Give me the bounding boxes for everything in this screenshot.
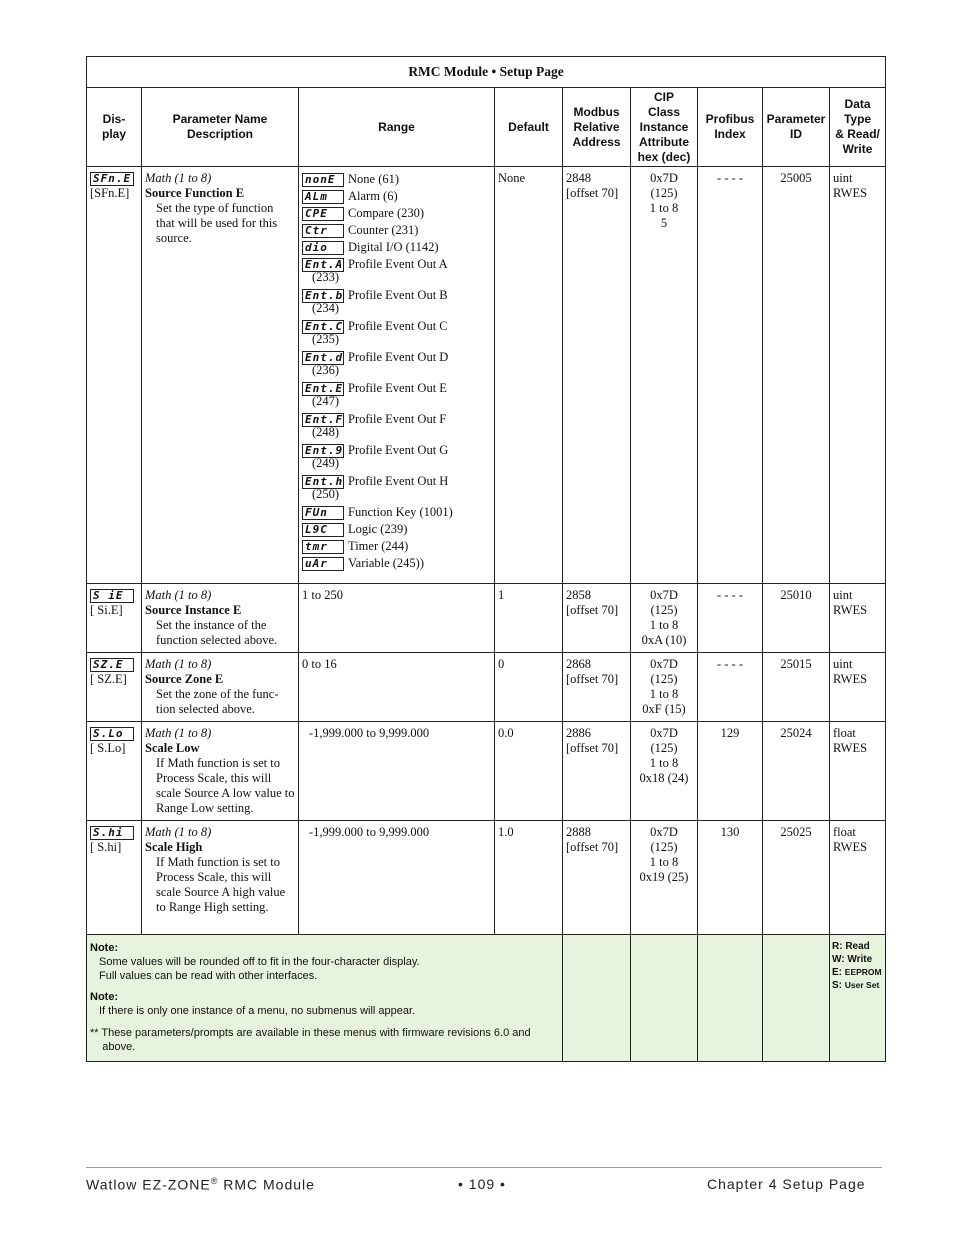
- profibus-cell: - - - -: [698, 584, 763, 653]
- param-desc: Set the instance of the function selected above.: [156, 618, 278, 647]
- param-cell: [142, 722, 299, 821]
- legend-userset-val: User Set: [844, 980, 880, 990]
- param-desc: Set the type of function that will be used for this source.: [156, 201, 278, 245]
- range-option-label: Profile Event Out F: [348, 412, 447, 426]
- range-option-lcd: Ent.E: [302, 382, 344, 396]
- range-option-lcd: Ent.F: [302, 413, 344, 427]
- table-title: RMC Module • Setup Page: [87, 57, 886, 88]
- header-paramid-text: Parameter ID: [766, 112, 826, 141]
- datatype-cell: uint RWES: [830, 584, 886, 653]
- menu-name: Math (1 to 8): [145, 825, 212, 839]
- note2-body: If there is only one instance of a menu, no submenus will appear.: [99, 1005, 416, 1017]
- notes-empty-cell: [631, 935, 698, 1062]
- range-option-label: Counter (231): [348, 223, 419, 237]
- profibus-cell: - - - -: [698, 167, 763, 584]
- cip-cell: 0x7D (125) 1 to 8 5: [631, 167, 698, 584]
- note3-body: ** These parameters/prompts are available in these menus with firmware revisions 6.0 and above.: [90, 1027, 531, 1053]
- default-cell: 0.0: [495, 722, 563, 821]
- range-option-code: (247): [312, 394, 340, 408]
- range-option-code: (236): [312, 363, 340, 377]
- range-option: [302, 205, 491, 222]
- range-option: [302, 538, 491, 555]
- param-name: Source Instance E: [145, 603, 242, 617]
- profibus-cell: 130: [698, 821, 763, 935]
- profibus-cell: - - - -: [698, 653, 763, 722]
- lcd-display: S.hi: [90, 826, 134, 840]
- header-range-text: Range: [378, 119, 415, 134]
- footer-divider: [86, 1167, 882, 1168]
- table-row: [87, 653, 886, 722]
- rw-legend: [830, 935, 886, 1062]
- paramid-cell: 25015: [763, 653, 830, 722]
- param-cell: [142, 653, 299, 722]
- param-name: Scale Low: [145, 741, 200, 755]
- range-option-lcd: Ent.b: [302, 289, 344, 303]
- paramid-cell: 25005: [763, 167, 830, 584]
- range-option-lcd: Ent.A: [302, 258, 344, 272]
- header-default-text: Default: [508, 119, 549, 134]
- range-text: -1,999.000 to 9,999.000: [309, 825, 430, 839]
- header-modbus-text: Modbus Relative Address: [572, 104, 621, 149]
- default-cell: 1.0: [495, 821, 563, 935]
- note2-heading: Note:: [90, 991, 119, 1003]
- range-option-code: (248): [312, 425, 340, 439]
- range-option: [302, 171, 491, 188]
- param-desc: Set the zone of the func-tion selected above.: [156, 687, 279, 716]
- cip-cell: 0x7D (125) 1 to 8 0xA (10): [631, 584, 698, 653]
- table-row: [87, 584, 886, 653]
- default-cell: 0: [495, 653, 563, 722]
- range-cell: 1 to 250: [299, 584, 495, 653]
- lcd-display: SZ.E: [90, 658, 134, 672]
- range-option-lcd: L9C: [302, 523, 344, 537]
- range-cell: [299, 722, 495, 821]
- display-code: [ SZ.E]: [90, 672, 127, 687]
- header-datatype: [830, 88, 886, 167]
- footer-left: [86, 1176, 315, 1193]
- param-desc: If Math function is set to Process Scale, this will scale Source A low value to Range Low setting.: [156, 756, 295, 815]
- range-text: -1,999.000 to 9,999.000: [309, 726, 430, 740]
- lcd-display: SFn.E: [90, 172, 134, 186]
- header-row: [87, 88, 886, 167]
- range-option-label: Profile Event Out D: [348, 350, 449, 364]
- display-code: [ S.hi]: [90, 840, 122, 855]
- range-option-label: Profile Event Out H: [348, 474, 449, 488]
- range-option-lcd: Ent.9: [302, 444, 344, 458]
- header-display-text: Dis- play: [101, 112, 126, 141]
- header-default: [495, 88, 563, 167]
- cip-cell: 0x7D (125) 1 to 8 0x19 (25): [631, 821, 698, 935]
- range-option-lcd: Ent.C: [302, 320, 344, 334]
- header-param: [142, 88, 299, 167]
- display-cell: [87, 584, 142, 653]
- header-cip-text: CIP Class Instance Attribute hex (dec): [637, 89, 691, 164]
- footer-product: Watlow EZ-ZONE: [86, 1176, 211, 1193]
- note1-body: Some values will be rounded off to fit in the four-character display. Full values can be read with other interfaces.: [99, 956, 420, 982]
- range-cell: [299, 167, 495, 584]
- header-profibus-text: Profibus Index: [705, 112, 755, 141]
- range-option-code: (234): [312, 301, 340, 315]
- profibus-cell: 129: [698, 722, 763, 821]
- param-cell: [142, 584, 299, 653]
- setup-page-table: [86, 56, 886, 1062]
- header-cip: [631, 88, 698, 167]
- param-name: Scale High: [145, 840, 203, 854]
- range-option-code: (233): [312, 270, 340, 284]
- note1-heading: Note:: [90, 942, 119, 954]
- header-modbus: [563, 88, 631, 167]
- table-row: [87, 821, 886, 935]
- range-option-lcd: tmr: [302, 540, 344, 554]
- header-paramid: [763, 88, 830, 167]
- range-option-lcd: CPE: [302, 207, 344, 221]
- range-option: [302, 504, 491, 521]
- range-option-code: (249): [312, 456, 340, 470]
- range-option-label: Alarm (6): [348, 189, 398, 203]
- legend-userset-key: S:: [832, 980, 842, 991]
- range-option-lcd: nonE: [302, 173, 344, 187]
- legend-eeprom: [832, 966, 883, 979]
- range-option-label: Profile Event Out A: [348, 257, 448, 271]
- param-desc: If Math function is set to Process Scale, this will scale Source A high value to Range High setting.: [156, 855, 286, 914]
- range-option-label: None (61): [348, 172, 400, 186]
- display-code: [ S.Lo]: [90, 741, 126, 756]
- modbus-cell: 2848 [offset 70]: [563, 167, 631, 584]
- range-option-lcd: Ent.h: [302, 475, 344, 489]
- range-option-lcd: Ctr: [302, 224, 344, 238]
- lcd-display: S.Lo: [90, 727, 134, 741]
- range-option-lcd: dio: [302, 241, 344, 255]
- param-name: Source Zone E: [145, 672, 224, 686]
- notes-row: [87, 935, 886, 1062]
- range-option-label: Logic (239): [348, 522, 408, 536]
- modbus-cell: 2858 [offset 70]: [563, 584, 631, 653]
- range-option-lcd: ALm: [302, 190, 344, 204]
- header-range: [299, 88, 495, 167]
- datatype-cell: uint RWES: [830, 167, 886, 584]
- notes-cell: [87, 935, 563, 1062]
- header-profibus: [698, 88, 763, 167]
- header-display: [87, 88, 142, 167]
- legend-eeprom-val: EEPROM: [844, 967, 882, 977]
- range-option-label: Function Key (1001): [348, 505, 453, 519]
- range-option: [302, 188, 491, 205]
- range-option-label: Digital I/O (1142): [348, 240, 439, 254]
- footer-page-number: • 109 •: [458, 1176, 506, 1192]
- paramid-cell: 25025: [763, 821, 830, 935]
- menu-name: Math (1 to 8): [145, 588, 212, 602]
- range-option-code: (235): [312, 332, 340, 346]
- table-row: [87, 722, 886, 821]
- notes-empty-cell: [563, 935, 631, 1062]
- range-option-lcd: FUn: [302, 506, 344, 520]
- header-datatype-text: Data Type & Read/ Write: [835, 97, 880, 156]
- range-option-lcd: uAr: [302, 557, 344, 571]
- header-param-text: Parameter Name Description: [172, 112, 268, 141]
- notes-empty-cell: [763, 935, 830, 1062]
- range-option-label: Profile Event Out C: [348, 319, 448, 333]
- display-cell: [87, 653, 142, 722]
- modbus-cell: 2868 [offset 70]: [563, 653, 631, 722]
- range-option-label: Profile Event Out G: [348, 443, 449, 457]
- cip-cell: 0x7D (125) 1 to 8 0xF (15): [631, 653, 698, 722]
- menu-name: Math (1 to 8): [145, 171, 212, 185]
- footer-product-suffix: RMC Module: [218, 1176, 315, 1193]
- menu-name: Math (1 to 8): [145, 657, 212, 671]
- range-option-label: Timer (244): [348, 539, 409, 553]
- modbus-cell: 2888 [offset 70]: [563, 821, 631, 935]
- legend-write: W: Write: [832, 954, 873, 965]
- range-cell: [299, 821, 495, 935]
- cip-cell: 0x7D (125) 1 to 8 0x18 (24): [631, 722, 698, 821]
- default-cell: 1: [495, 584, 563, 653]
- display-cell: [87, 722, 142, 821]
- range-option-code: (250): [312, 487, 340, 501]
- range-cell: 0 to 16: [299, 653, 495, 722]
- table-row: [87, 167, 886, 584]
- paramid-cell: 25010: [763, 584, 830, 653]
- footer-chapter: Chapter 4 Setup Page: [707, 1176, 866, 1192]
- range-option: [302, 239, 491, 256]
- range-option: [302, 222, 491, 239]
- param-cell: [142, 167, 299, 584]
- range-option-label: Variable (245)): [348, 556, 425, 570]
- range-option-label: Compare (230): [348, 206, 425, 220]
- range-option: [302, 521, 491, 538]
- range-option-lcd: Ent.d: [302, 351, 344, 365]
- menu-name: Math (1 to 8): [145, 726, 212, 740]
- footer-registered: ®: [210, 1176, 219, 1186]
- legend-eeprom-key: E:: [832, 967, 842, 978]
- param-name: Source Function E: [145, 186, 245, 200]
- display-code: [ Si.E]: [90, 603, 123, 618]
- range-option-label: Profile Event Out B: [348, 288, 448, 302]
- legend-read: R: Read: [832, 941, 870, 952]
- legend-userset: [832, 979, 883, 992]
- modbus-cell: 2886 [offset 70]: [563, 722, 631, 821]
- default-cell: None: [495, 167, 563, 584]
- datatype-cell: float RWES: [830, 821, 886, 935]
- range-option-label: Profile Event Out E: [348, 381, 447, 395]
- display-code: [SFn.E]: [90, 186, 130, 201]
- notes-empty-cell: [698, 935, 763, 1062]
- param-cell: [142, 821, 299, 935]
- display-cell: [87, 821, 142, 935]
- lcd-display: S iE: [90, 589, 134, 603]
- paramid-cell: 25024: [763, 722, 830, 821]
- display-cell: [87, 167, 142, 584]
- datatype-cell: float RWES: [830, 722, 886, 821]
- range-option: [302, 555, 491, 572]
- datatype-cell: uint RWES: [830, 653, 886, 722]
